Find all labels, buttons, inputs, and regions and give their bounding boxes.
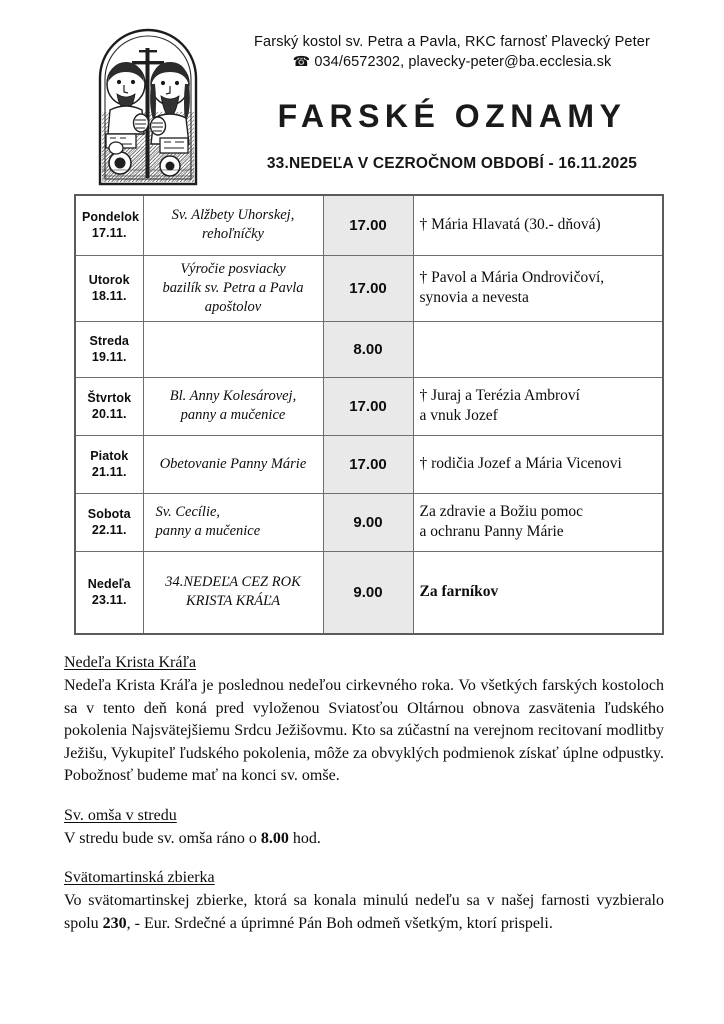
intention-line: † Pavol a Mária Ondrovičoví, — [419, 269, 605, 286]
section-wednesday-mass — [64, 805, 664, 851]
document-header — [0, 0, 724, 178]
section-sunday-christ-king — [64, 652, 664, 788]
feast-line: Sv. Cecílie, — [155, 504, 221, 520]
table-row — [75, 377, 663, 435]
table-cell-time: 17.00 — [323, 195, 413, 255]
table-row — [75, 195, 663, 255]
intention-line: † Mária Hlavatá (30.- dňová) — [419, 216, 601, 234]
mass-schedule-table-wrapper — [74, 194, 662, 635]
table-cell-time: 17.00 — [323, 255, 413, 321]
table-cell-day — [75, 435, 143, 493]
intention-line: † Juraj a Terézia Ambroví — [419, 387, 580, 404]
section-body-pre: Vo svätomartinskej zbierke, ktorá sa konala minulú nedeľu sa v našej farnosti vyzbieralo spolu — [64, 892, 664, 932]
saints-peter-paul-woodcut-icon — [96, 26, 200, 188]
day-date: 23.11. — [91, 593, 127, 608]
page-title: FARSKÉ OZNAMY — [277, 98, 627, 134]
feast-line: KRISTA KRÁĽA — [185, 593, 281, 610]
table-cell-intention — [413, 493, 663, 551]
table-cell-feast — [143, 551, 323, 634]
intention-line: Za farníkov — [419, 583, 499, 601]
table-row — [75, 435, 663, 493]
feast-line: Výročie posviacky — [180, 260, 286, 277]
feast-line: Bl. Anny Kolesárovej, — [169, 388, 297, 404]
day-name: Utorok — [88, 273, 130, 287]
table-cell-intention — [413, 551, 663, 634]
section-body-post: hod. — [288, 829, 321, 847]
table-cell-intention — [413, 255, 663, 321]
feast-line: rehoľníčky — [202, 226, 264, 243]
intention-line: † rodičia Jozef a Mária Vicenovi — [419, 455, 622, 472]
day-date: 19.11. — [91, 350, 127, 364]
table-cell-time: 8.00 — [323, 321, 413, 377]
table-row — [75, 255, 663, 321]
table-cell-intention — [413, 195, 663, 255]
parish-contact-value: 034/6572302, plavecky-peter@ba.ecclesia.sk — [314, 54, 612, 70]
table-cell-time: 17.00 — [323, 435, 413, 493]
feast-line: Obetovanie Panny Márie — [159, 455, 307, 472]
day-date: 20.11. — [91, 407, 127, 421]
parish-name-line: Farský kostol sv. Petra a Pavla, RKC farnosť Plavecký Peter — [254, 34, 650, 50]
section-heading: Nedeľa Krista Kráľa — [64, 654, 197, 671]
day-name: Streda — [89, 334, 129, 348]
feast-line: apoštolov — [204, 298, 262, 315]
table-cell-day — [75, 377, 143, 435]
telephone-icon: ☎ — [292, 54, 311, 70]
section-body-highlight: 8.00 — [260, 829, 289, 847]
table-row — [75, 551, 663, 634]
table-cell-time: 17.00 — [323, 377, 413, 435]
page-subtitle: 33.NEDEĽA V CEZROČNOM OBDOBÍ - 16.11.2025 — [266, 155, 638, 172]
mass-schedule-table — [74, 194, 664, 635]
intention-line: a vnuk Jozef — [419, 407, 498, 424]
intention-line: synovia a nevesta — [419, 289, 529, 306]
table-cell-feast — [143, 493, 323, 551]
header-text-block — [200, 32, 704, 173]
feast-line: Sv. Alžbety Uhorskej, — [171, 207, 295, 224]
table-row — [75, 493, 663, 551]
table-cell-intention — [413, 377, 663, 435]
intention-line: Za zdravie a Božiu pomoc — [419, 503, 584, 520]
table-cell-time: 9.00 — [323, 551, 413, 634]
section-body-pre: V stredu bude sv. omša ráno o — [64, 829, 261, 847]
day-name: Sobota — [87, 507, 131, 521]
table-cell-day — [75, 255, 143, 321]
table-cell-day — [75, 321, 143, 377]
feast-line: 34.NEDEĽA CEZ ROK — [165, 574, 301, 591]
feast-line: panny a mučenice — [180, 407, 286, 423]
section-st-martin-collection — [64, 867, 664, 935]
table-row — [75, 321, 663, 377]
section-heading: Svätomartinská zbierka — [64, 869, 215, 886]
day-date: 17.11. — [91, 226, 127, 241]
intention-line: a ochranu Panny Márie — [419, 523, 564, 540]
table-cell-feast — [143, 255, 323, 321]
table-cell-feast — [143, 195, 323, 255]
section-body-highlight: 230 — [102, 914, 127, 932]
table-cell-feast — [143, 321, 323, 377]
section-body: Nedeľa Krista Kráľa je poslednou nedeľou cirkevného roka. Vo všetkých farských kostoloch sa v tento deň koná pred vyloženou Sviatosťou Oltárnou obnova zasvätenia ľudského pokolenia Najsvätejšiemu Srdcu Ježišovmu. Kto sa zúčastní na verejnom recitovaní modlitby Ježišu, Vykupiteľ ľudského pokolenia, môže za obvyklých podmienok získať úplne odpustky. Pobožnosť budeme mať na konci sv. omše. — [64, 677, 664, 784]
table-cell-feast — [143, 377, 323, 435]
feast-line: bazilík sv. Petra a Pavla — [162, 279, 304, 296]
day-date: 18.11. — [91, 289, 127, 303]
day-name: Nedeľa — [87, 577, 131, 592]
table-cell-day — [75, 551, 143, 634]
parish-contact-line — [200, 52, 704, 72]
feast-line: panny a mučenice — [155, 523, 261, 539]
table-cell-feast — [143, 435, 323, 493]
table-cell-intention — [413, 321, 663, 377]
day-name: Štvrtok — [87, 391, 132, 405]
day-name: Piatok — [90, 449, 129, 463]
table-cell-time: 9.00 — [323, 493, 413, 551]
announcement-sections — [64, 652, 664, 952]
section-body — [64, 890, 664, 935]
day-date: 21.11. — [91, 465, 127, 479]
table-cell-intention — [413, 435, 663, 493]
section-body-post: , - Eur. Srdečné a úprimné Pán Boh odmeň všetkým, ktorí prispeli. — [126, 914, 553, 932]
section-heading: Sv. omša v stredu — [64, 806, 177, 824]
day-name: Pondelok — [82, 210, 140, 225]
table-cell-day — [75, 195, 143, 255]
section-body — [64, 828, 664, 851]
day-date: 22.11. — [91, 523, 127, 537]
table-cell-day — [75, 493, 143, 551]
